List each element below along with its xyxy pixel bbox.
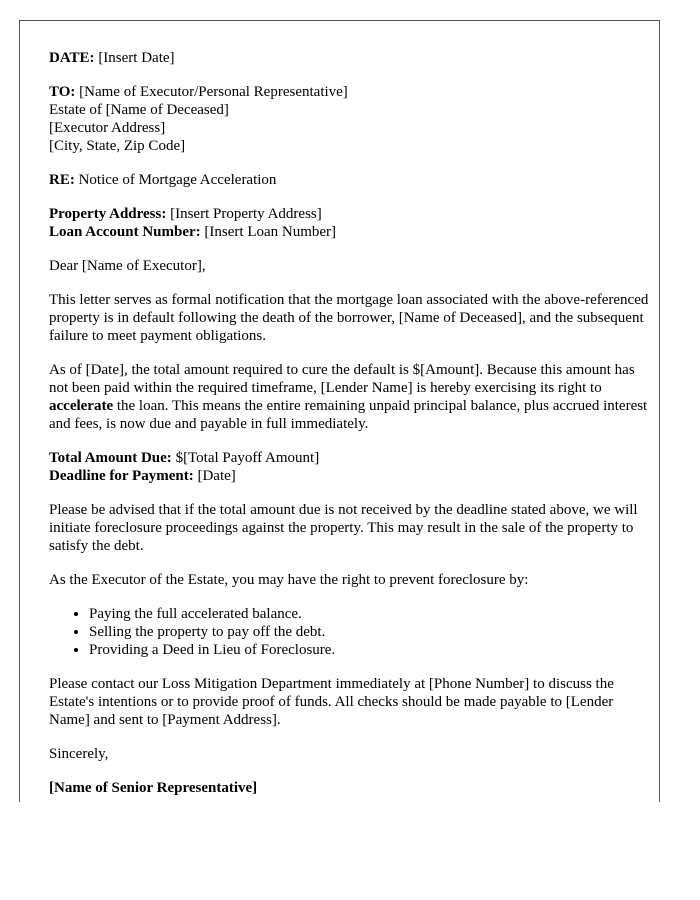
property-address-label: Property Address:	[49, 206, 167, 222]
total-due-label: Total Amount Due:	[49, 450, 172, 466]
recipient-estate: Estate of [Name of Deceased]	[49, 102, 229, 118]
deadline-value: [Date]	[193, 468, 236, 484]
paragraph-executor-rights: As the Executor of the Estate, you may have the right to prevent foreclosure by:	[49, 572, 529, 588]
paragraph-contact: Please contact our Loss Mitigation Department immediately at [Phone Number] to discuss the Estate's intentions or to provide proof of funds. All checks should be made payable to [Lender Name] and sent to [Payment Address].	[49, 676, 614, 728]
salutation: Dear [Name of Executor],	[49, 258, 206, 274]
subject-label: RE:	[49, 172, 75, 188]
paragraph-foreclosure-warning: Please be advised that if the total amount due is not received by the deadline stated above, we will initiate foreclosure proceedings against the property. This may result in the sale of the property to satisfy the debt.	[49, 502, 638, 554]
signature-name: [Name of Senior Representative]	[49, 780, 258, 796]
acceleration-text-after: the loan. This means the entire remaining unpaid principal balance, plus accrued interest and fees, is now due and payable in full immediately.	[49, 398, 648, 432]
option-item: • Providing a Deed in Lieu of Foreclosure.	[89, 641, 649, 659]
acceleration-emphasis: accelerate	[49, 398, 114, 414]
letter-page	[19, 20, 660, 802]
paragraph-acceleration	[49, 361, 649, 433]
loan-number-value: [Insert Loan Number]	[200, 224, 337, 240]
recipient-city-state-zip: [City, State, Zip Code]	[49, 138, 186, 154]
recipient-address: [Executor Address]	[49, 120, 166, 136]
payment-block	[49, 449, 649, 485]
recipient-block	[49, 83, 649, 155]
property-address-value: [Insert Property Address]	[166, 206, 322, 222]
subject-value: Notice of Mortgage Acceleration	[74, 172, 277, 188]
to-label: TO:	[49, 84, 76, 100]
option-item: • Paying the full accelerated balance.	[89, 605, 649, 623]
option-item: • Selling the property to pay off the debt.	[89, 623, 649, 641]
date-value: [Insert Date]	[94, 50, 175, 66]
total-due-value: $[Total Payoff Amount]	[171, 450, 320, 466]
paragraph-notification: This letter serves as formal notification that the mortgage loan associated with the above-referenced property is in default following the death of the borrower, [Name of Deceased], and the subsequent failure to meet payment obligations.	[49, 292, 649, 344]
property-block	[49, 205, 649, 241]
to-value: [Name of Executor/Personal Representative]	[75, 84, 348, 100]
closing: Sincerely,	[49, 746, 109, 762]
signature-line	[49, 779, 649, 797]
loan-number-label: Loan Account Number:	[49, 224, 201, 240]
options-list	[49, 605, 649, 659]
acceleration-text-before: As of [Date], the total amount required to cure the default is $[Amount]. Because this amount has not been paid within the required timeframe, [Lender Name] is hereby exercising its right to	[49, 362, 635, 396]
letter-body	[49, 49, 649, 797]
date-label: DATE:	[49, 50, 95, 66]
deadline-label: Deadline for Payment:	[49, 468, 194, 484]
subject-line	[49, 171, 649, 189]
date-line	[49, 49, 649, 67]
